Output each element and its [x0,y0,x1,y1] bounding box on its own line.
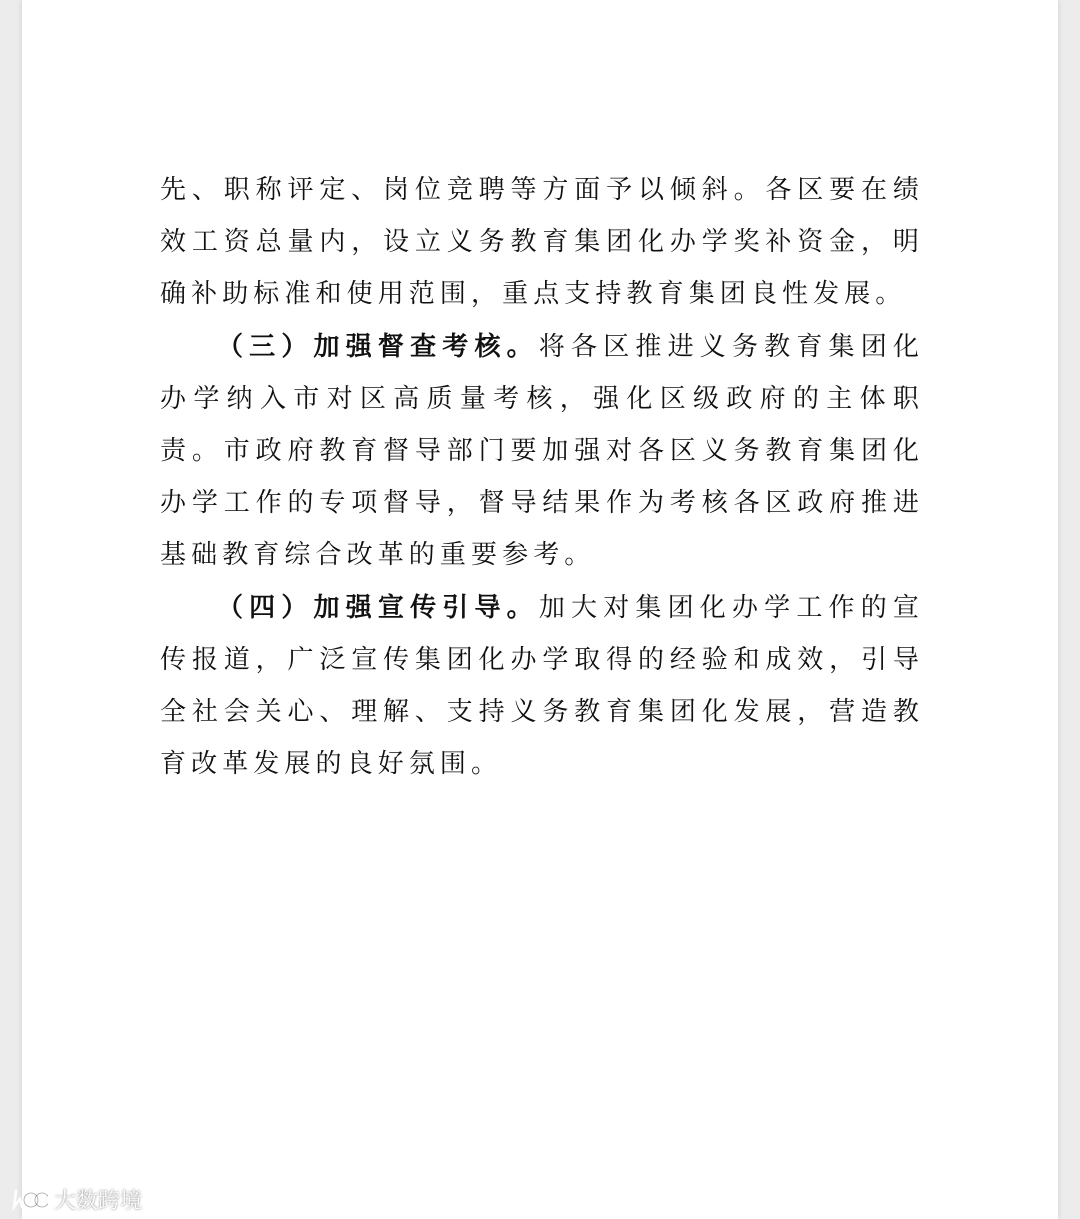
paragraph-supervision [160,321,924,582]
document-page [22,0,1058,1219]
section-heading-supervision: （三）加强督查考核。 [217,331,539,362]
watermark [10,1182,142,1216]
paragraph-text: 先、职称评定、岗位竞聘等方面予以倾斜。各区要在绩效工资总量内，设立义务教育集团化办学奖补资金，明确补助标准和使用范围，重点支持教育集团良性发展。 [160,175,924,310]
paragraph-publicity [160,582,924,791]
document-body [160,164,924,790]
paragraph-text: 加大对集团化办学工作的宣传报道，广泛宣传集团化办学取得的经验和成效，引导全社会关心、理解、支持义务教育集团化发展，营造教育改革发展的良好氛围。 [160,592,924,780]
paragraph-text: 将各区推进义务教育集团化办学纳入市对区高质量考核，强化区级政府的主体职责。市政府教育督导部门要加强对各区义务教育集团化办学工作的专项督导，督导结果作为考核各区政府推进基础教育综合改革的重要参考。 [160,331,924,571]
section-heading-publicity: （四）加强宣传引导。 [217,592,539,623]
brand-logo-icon [10,1187,48,1211]
watermark-text: 大数跨境 [54,1188,143,1214]
paragraph-incentives [160,164,924,321]
